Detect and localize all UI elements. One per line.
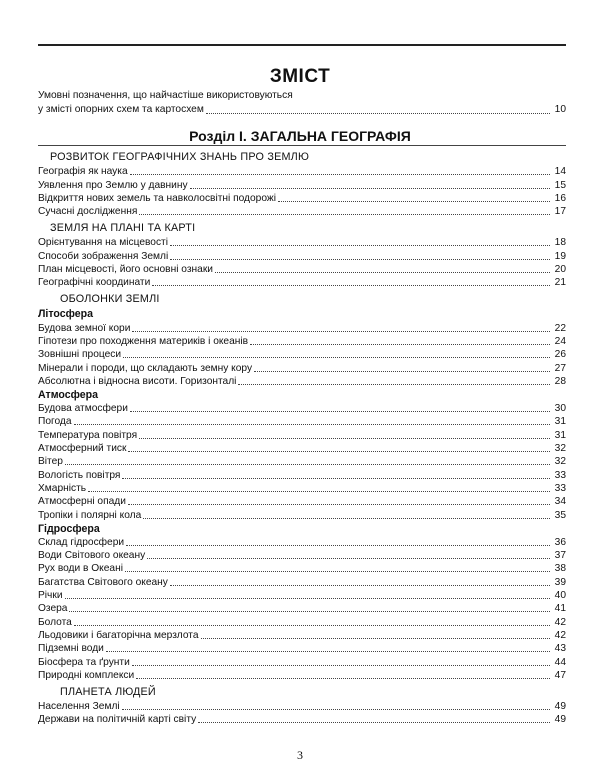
intro-line-1: Умовні позначення, що найчастіше використовуються <box>38 90 293 101</box>
entry-page: 15 <box>554 179 566 191</box>
entry-page: 34 <box>554 496 566 508</box>
toc-entry[interactable] <box>38 165 566 178</box>
entry-title: Мінерали і породи, що складають земну кору <box>38 362 253 374</box>
dot-leader <box>170 245 550 246</box>
group-heading: РОЗВИТОК ГЕОГРАФІЧНИХ ЗНАНЬ ПРО ЗЕМЛЮ <box>50 151 310 163</box>
dot-leader <box>170 585 550 586</box>
entry-title: Тропіки і полярні кола <box>38 509 142 521</box>
entry-title: Погода <box>38 416 72 428</box>
entry-title: Рух води в Океані <box>38 563 123 575</box>
dot-leader <box>132 331 550 332</box>
toc-entry[interactable] <box>38 549 566 562</box>
entry-title: План місцевості, його основні ознаки <box>38 264 213 276</box>
toc-entry[interactable] <box>38 589 566 602</box>
toc-entry[interactable] <box>38 602 566 615</box>
toc-entry[interactable] <box>38 321 566 334</box>
entry-page: 30 <box>554 403 566 415</box>
entry-page: 22 <box>554 322 566 334</box>
entry-page: 38 <box>554 563 566 575</box>
toc-entry[interactable] <box>38 348 566 361</box>
dot-leader <box>139 438 550 439</box>
dot-leader <box>130 174 550 175</box>
dot-leader <box>130 411 550 412</box>
toc-entry[interactable] <box>38 575 566 588</box>
entry-title: Вітер <box>38 456 63 468</box>
entry-page: 42 <box>554 616 566 628</box>
entry-page: 14 <box>554 166 566 178</box>
entry-page: 35 <box>554 509 566 521</box>
page-number: 3 <box>297 748 303 762</box>
entry-page: 49 <box>554 701 566 713</box>
entry-page: 36 <box>554 536 566 548</box>
entry-page: 33 <box>554 469 566 481</box>
entry-title: Географія як наука <box>38 166 128 178</box>
toc-entry[interactable] <box>38 495 566 508</box>
subgroup-heading: Літосфера <box>38 308 94 321</box>
toc-entry[interactable] <box>38 536 566 549</box>
entry-page: 39 <box>554 576 566 588</box>
entry-page: 33 <box>554 482 566 494</box>
entry-title: Абсолютна і відносна висоти. Горизонталі <box>38 375 237 387</box>
entry-title: Способи зображення Землі <box>38 250 169 262</box>
dot-leader <box>126 545 550 546</box>
entry-page: 19 <box>554 250 566 262</box>
entry-title: Відкриття нових земель та навколосвітні подорожі <box>38 192 276 204</box>
dot-leader <box>125 571 550 572</box>
toc-entry[interactable] <box>38 642 566 655</box>
top-rule <box>38 44 566 46</box>
entry-page: 31 <box>554 429 566 441</box>
entry-title: Льодовики і багаторічна мерзлота <box>38 629 199 641</box>
toc-entry[interactable] <box>38 205 566 218</box>
entry-title: Атмосферні опади <box>38 496 126 508</box>
entry-page: 32 <box>554 456 566 468</box>
dot-leader <box>132 665 550 666</box>
toc-entry[interactable] <box>38 375 566 388</box>
group-heading: ПЛАНЕТА ЛЮДЕЙ <box>60 685 156 698</box>
dot-leader <box>139 214 550 215</box>
entry-title: Орієнтування на місцевості <box>38 237 168 249</box>
dot-leader <box>123 357 550 358</box>
dot-leader <box>65 464 550 465</box>
toc-entry[interactable] <box>38 713 566 726</box>
dot-leader <box>198 722 550 723</box>
entry-title: Населення Землі <box>38 701 120 713</box>
dot-leader <box>74 625 550 626</box>
toc-entry[interactable] <box>38 178 566 191</box>
toc-entry[interactable] <box>38 508 566 521</box>
entry-page: 16 <box>554 192 566 204</box>
entry-page: 20 <box>554 264 566 276</box>
entry-page: 17 <box>554 206 566 218</box>
toc-entry[interactable] <box>38 249 566 262</box>
toc-entry[interactable] <box>38 655 566 668</box>
section-title: Розділ І. ЗАГАЛЬНА ГЕОГРАФІЯ <box>189 128 411 144</box>
dot-leader <box>106 651 550 652</box>
entry-title: Склад гідросфери <box>38 536 125 548</box>
entry-page: 21 <box>554 277 566 289</box>
toc-entry[interactable] <box>38 615 566 628</box>
dot-leader <box>190 188 550 189</box>
entry-title: Температура повітря <box>38 429 138 441</box>
dot-leader <box>74 424 550 425</box>
entry-title: Будова земної кори <box>38 322 131 334</box>
entry-page: 26 <box>554 349 566 361</box>
group-heading: ОБОЛОНКИ ЗЕМЛІ <box>60 293 160 306</box>
subgroup-heading: Атмосфера <box>38 388 99 401</box>
toc-entry[interactable] <box>38 335 566 348</box>
entry-page: 28 <box>554 375 566 387</box>
dot-leader <box>69 611 550 612</box>
entry-page: 49 <box>554 714 566 726</box>
entry-title: Гіпотези про походження материків і океанів <box>38 335 249 347</box>
toc-entry[interactable] <box>38 361 566 374</box>
entry-title: Географічні координати <box>38 277 151 289</box>
entry-page: 41 <box>554 603 566 615</box>
toc-entry[interactable] <box>38 629 566 642</box>
entry-page: 27 <box>554 362 566 374</box>
entry-title: Держави на політичній карті світу <box>38 714 197 726</box>
entry-title: Природні комплекси <box>38 669 135 681</box>
intro-line-2: у змісті опорних схем та картосхем <box>38 104 204 115</box>
entry-title: Біосфера та ґрунти <box>38 656 130 668</box>
dot-leader <box>201 638 551 639</box>
dot-leader <box>170 259 550 260</box>
toc-entry[interactable] <box>38 700 566 713</box>
dot-leader <box>147 558 550 559</box>
entry-title: Будова атмосфери <box>38 403 128 415</box>
toc-entry[interactable] <box>38 442 566 455</box>
toc-entry[interactable] <box>38 669 566 682</box>
toc-entry[interactable] <box>38 192 566 205</box>
group-heading: ЗЕМЛЯ НА ПЛАНІ ТА КАРТІ <box>50 222 196 235</box>
entry-page: 31 <box>554 416 566 428</box>
dot-leader <box>278 201 550 202</box>
subgroup-heading: Гідросфера <box>38 522 100 535</box>
dot-leader <box>250 344 550 345</box>
entry-title: Озера <box>38 603 68 615</box>
intro-page: 10 <box>554 104 566 115</box>
entry-page: 43 <box>554 643 566 655</box>
page-title: ЗМІСТ <box>269 66 331 87</box>
dot-leader <box>238 384 550 385</box>
dot-leader <box>128 504 550 505</box>
intro-row <box>38 103 566 117</box>
entry-title: Підземні води <box>38 643 104 655</box>
entry-title: Уявлення про Землю у давнину <box>38 179 188 191</box>
entry-title: Вологість повітря <box>38 469 121 481</box>
toc-entry[interactable] <box>38 236 566 249</box>
entry-title: Атмосферний тиск <box>38 443 127 455</box>
dot-leader <box>206 113 550 114</box>
toc-entry[interactable] <box>38 428 566 441</box>
toc-entry[interactable] <box>38 402 566 415</box>
dot-leader <box>136 678 550 679</box>
entry-title: Води Світового океану <box>38 550 146 562</box>
table-of-contents <box>38 150 566 726</box>
dot-leader <box>152 285 550 286</box>
dot-leader <box>143 518 550 519</box>
section-rule <box>38 145 566 146</box>
entry-page: 32 <box>554 443 566 455</box>
dot-leader <box>88 491 550 492</box>
intro-block <box>38 89 566 117</box>
dot-leader <box>254 371 550 372</box>
entry-title: Болота <box>38 616 72 628</box>
entry-page: 24 <box>554 335 566 347</box>
entry-page: 18 <box>554 237 566 249</box>
entry-title: Річки <box>38 590 63 602</box>
entry-title: Зовнішні процеси <box>38 349 122 361</box>
dot-leader <box>65 598 550 599</box>
entry-title: Сучасні дослідження <box>38 206 138 218</box>
entry-page: 47 <box>554 669 566 681</box>
entry-title: Багатства Світового океану <box>38 576 168 588</box>
entry-page: 44 <box>554 656 566 668</box>
entry-page: 37 <box>554 550 566 562</box>
entry-page: 40 <box>554 590 566 602</box>
dot-leader <box>215 272 550 273</box>
toc-entry[interactable] <box>38 276 566 289</box>
toc-entry[interactable] <box>38 415 566 428</box>
dot-leader <box>122 709 550 710</box>
toc-entry[interactable] <box>38 455 566 468</box>
toc-entry[interactable] <box>38 468 566 481</box>
toc-entry[interactable] <box>38 263 566 276</box>
toc-entry[interactable] <box>38 562 566 575</box>
entry-page: 42 <box>554 629 566 641</box>
toc-entry[interactable] <box>38 482 566 495</box>
entry-title: Хмарність <box>38 482 87 494</box>
dot-leader <box>122 478 550 479</box>
dot-leader <box>128 451 550 452</box>
